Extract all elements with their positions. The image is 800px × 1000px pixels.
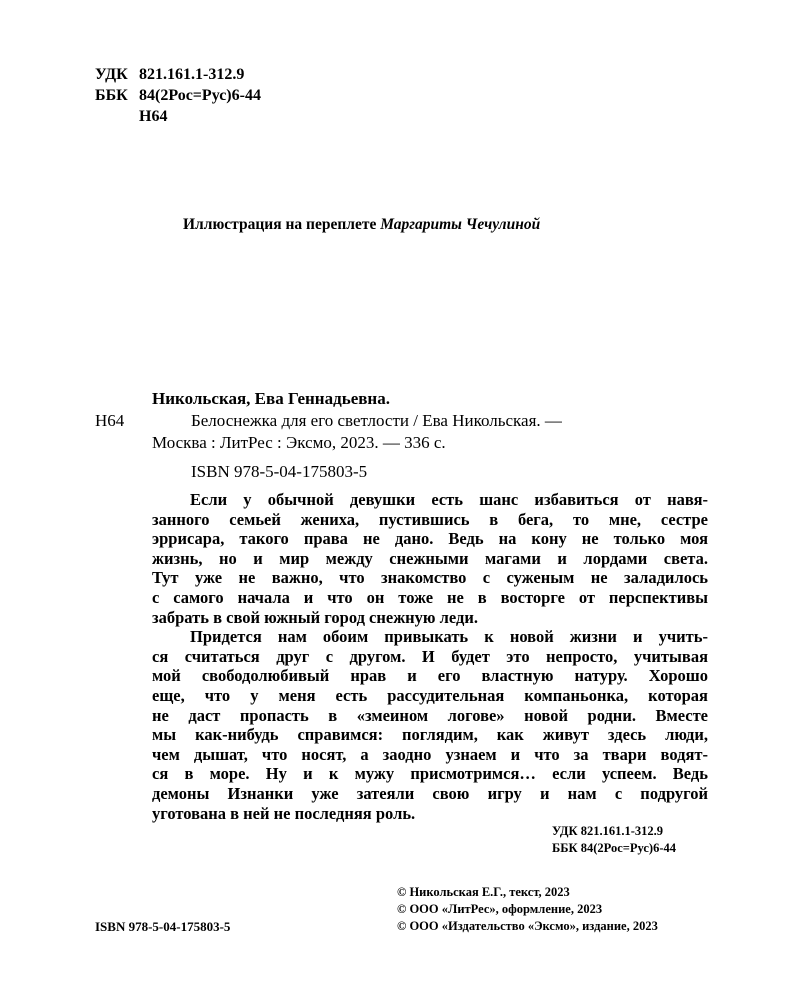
udk-label: УДК (95, 66, 128, 83)
illustration-artist: Маргариты Чечулиной (380, 216, 541, 233)
bbk-row (95, 85, 261, 106)
annotation-line: ся в море. Ну и к мужу присмотримся… если успеем. Ведь (152, 764, 708, 784)
annotation-line: занного семьей жениха, пустившись в бега, то мне, сестре (152, 509, 708, 529)
book-title-line: Белоснежка для его светлости / Ева Никольская. — (191, 411, 562, 430)
annotation-line: Тут уже не важно, что знакомство с суженым не заладилось (152, 568, 708, 588)
annotation-line: не даст пропасть в «змеином логове» новой родни. Вместе (152, 705, 708, 725)
copyright-block (397, 884, 658, 935)
annotation-line: жизнь, но и мир между снежными магами и лордами света. (152, 548, 708, 568)
copyright-line: © ООО «Издательство «Эксмо», издание, 2023 (397, 919, 658, 933)
footer-bbk: ББК 84(2Рос=Рус)6-44 (552, 841, 676, 855)
annotation-line: демоны Изнанки уже затеяли свою игру и нам с подругой (152, 783, 708, 803)
annotation-line: ся считаться друг с другом. И будет это непросто, учитывая (152, 646, 708, 666)
annotation-line: мы как-нибудь справимся: поглядим, как живут здесь люди, (152, 725, 708, 745)
bbk-label: ББК (95, 87, 128, 104)
annotation-line: забрать в свой южный город снежную леди. (152, 607, 479, 627)
author-mark-top: Н64 (139, 108, 168, 125)
bbk-value: 84(2Рос=Рус)6-44 (139, 87, 261, 104)
annotation-line: эррисара, такого права не дано. Ведь на кону не только моя (152, 529, 708, 549)
annotation-line: Если у обычной девушки есть шанс избавиться от навя- (190, 490, 708, 509)
isbn-line: ISBN 978-5-04-175803-5 (191, 462, 368, 481)
author-mark-left: Н64 (95, 411, 125, 430)
illustration-prefix: Иллюстрация на переплете (183, 216, 377, 233)
annotation-line: мой свободолюбивый нрав и его властную натуру. Хорошо (152, 666, 708, 686)
annotation-line: Придется нам обоим привыкать к новой жизни и учить- (190, 627, 708, 647)
annotation-line: чем дышат, что носят, а заодно узнаем и что за твари водят- (152, 744, 708, 764)
udk-value: 821.161.1-312.9 (139, 66, 245, 83)
book-author: Никольская, Ева Геннадьевна. (152, 389, 390, 408)
classification-block (95, 64, 261, 127)
annotation-line: еще, что у меня есть рассудительная компаньонка, которая (152, 685, 708, 705)
udk-row (95, 64, 261, 85)
annotation-line: с самого начала и что он тоже не в восторге от перспективы (152, 587, 708, 607)
author-mark-row (95, 106, 261, 127)
copyright-line: © ООО «ЛитРес», оформление, 2023 (397, 902, 603, 916)
footer-isbn: ISBN 978-5-04-175803-5 (95, 919, 231, 934)
publication-line: Москва : ЛитРес : Эксмо, 2023. — 336 с. (152, 433, 446, 452)
copyright-line: © Никольская Е.Г., текст, 2023 (397, 885, 570, 899)
annotation (152, 490, 708, 823)
footer-udk: УДК 821.161.1-312.9 (552, 824, 663, 838)
footer-classification (552, 823, 676, 857)
illustration-credit (183, 216, 540, 234)
annotation-line: уготована в ней не последняя роль. (152, 803, 416, 823)
